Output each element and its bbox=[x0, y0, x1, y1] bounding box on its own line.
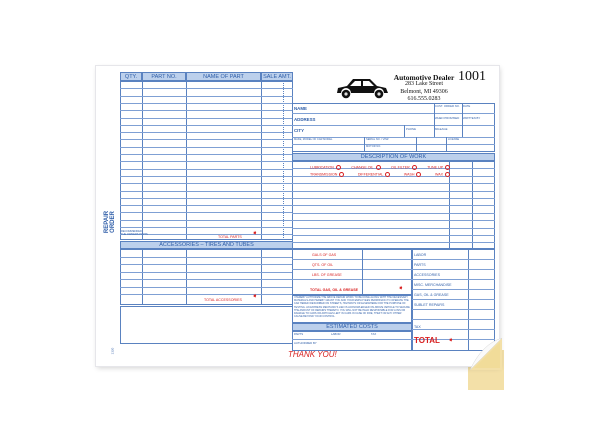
order-number: 1001 bbox=[458, 69, 486, 84]
parts-rule-line bbox=[120, 191, 293, 192]
summary-accessories: ACCESSORIES bbox=[414, 273, 440, 277]
description-rule-line bbox=[292, 242, 495, 243]
summary-rule-line bbox=[412, 269, 495, 270]
dealer-street: 283 Lake Street bbox=[405, 81, 443, 88]
oil-label: QTS. OF OIL bbox=[312, 263, 334, 267]
serial-label: SERIAL NO. / VIN# bbox=[366, 138, 389, 141]
dealer-info bbox=[392, 74, 456, 104]
accessory-rule-line bbox=[120, 272, 293, 273]
total-arrow-icon: ➧ bbox=[448, 337, 454, 344]
summary-sublet: SUBLET REPAIRS bbox=[414, 303, 445, 307]
license-label: LICENSE bbox=[448, 138, 460, 141]
accessory-rule-line bbox=[120, 257, 293, 258]
description-rule-line bbox=[292, 183, 495, 184]
parts-rule-line bbox=[120, 147, 293, 148]
est-parts: PARTS bbox=[294, 332, 304, 336]
svc-tune-up-checkbox[interactable] bbox=[445, 165, 450, 170]
parts-rule-line bbox=[120, 118, 293, 119]
description-rule-line bbox=[292, 235, 495, 236]
total-accessories-arrow-icon: ➧ bbox=[252, 293, 258, 300]
parts-header-qty: QTY. bbox=[120, 72, 142, 81]
description-rule-line bbox=[292, 228, 495, 229]
parts-header-name: NAME OF PART bbox=[186, 72, 261, 81]
svc-tune-up: TUNE UP bbox=[427, 165, 443, 170]
parts-rule-line bbox=[120, 176, 293, 177]
summary-rule-line bbox=[412, 299, 495, 300]
parts-rule-line bbox=[120, 88, 293, 89]
svc-lubrication-checkbox[interactable] bbox=[336, 165, 341, 170]
accessories-header: ACCESSORIES – TIRES AND TUBES bbox=[120, 241, 293, 249]
summary-rule-line bbox=[412, 309, 495, 310]
parts-rule-line bbox=[120, 161, 293, 162]
notes-area bbox=[120, 306, 293, 344]
description-header: DESCRIPTION OF WORK bbox=[292, 153, 495, 161]
total-gas-arrow-icon: ➧ bbox=[398, 285, 404, 292]
parts-rule-line bbox=[120, 212, 293, 213]
summary-rule-line bbox=[412, 329, 495, 330]
total-parts-arrow-icon: ➧ bbox=[252, 230, 258, 237]
description-rule-line bbox=[292, 205, 495, 206]
parts-header-partno: PART NO. bbox=[142, 72, 186, 81]
parts-rule-line bbox=[120, 220, 293, 221]
cust-order-label: CUST. ORDER NO. bbox=[435, 104, 460, 108]
svc-oil-filter: OIL FILTER bbox=[390, 165, 410, 170]
make-label: MAKE, MODEL OF CAR MODEL bbox=[294, 138, 333, 141]
thank-you: THANK YOU! bbox=[288, 350, 337, 359]
est-labor: LABOR bbox=[331, 332, 341, 336]
total-parts-label: TOTAL PARTS bbox=[218, 235, 242, 239]
accessory-rule-line bbox=[120, 264, 293, 265]
address-label: ADDRESS bbox=[294, 117, 316, 122]
side-title bbox=[104, 202, 116, 242]
parts-rule-line bbox=[120, 227, 293, 228]
parts-rule-line bbox=[120, 169, 293, 170]
repair-order-form bbox=[96, 66, 499, 366]
summary-rule-line bbox=[412, 259, 495, 260]
parts-rule-line bbox=[120, 198, 293, 199]
svc-change-oil-checkbox[interactable] bbox=[376, 165, 381, 170]
summary-rule-line bbox=[412, 289, 495, 290]
parts-rule-line bbox=[120, 132, 293, 133]
summary-rule-line bbox=[412, 279, 495, 280]
total-gas-label: TOTAL GAS, OIL & GREASE bbox=[310, 288, 359, 292]
name-label: NAME bbox=[294, 106, 307, 111]
svc-oil-filter-checkbox[interactable] bbox=[412, 165, 417, 170]
summary-parts: PARTS bbox=[414, 263, 426, 267]
parts-rule-line bbox=[120, 154, 293, 155]
phone-label: PHONE bbox=[406, 127, 416, 131]
accessory-rule-line bbox=[120, 294, 293, 295]
parts-rule-line bbox=[120, 103, 293, 104]
city-label: CITY bbox=[294, 128, 305, 133]
side-code: 1320 bbox=[110, 347, 115, 355]
parts-rule-line bbox=[120, 183, 293, 184]
recommended-note: RECOMMENDED THE OWNERS PARTS bbox=[121, 230, 148, 236]
description-rule-line bbox=[292, 213, 495, 214]
svc-lubrication: LUBRICATION bbox=[310, 165, 334, 170]
gas-label: GALS OF GAS bbox=[312, 253, 337, 257]
written-by-label: WRITTEN BY bbox=[463, 116, 481, 120]
parts-rule-line bbox=[120, 125, 293, 126]
total-accessories-label: TOTAL ACCESSORIES bbox=[204, 298, 242, 302]
svc-wax-checkbox[interactable] bbox=[445, 172, 450, 177]
summary-labor: LABOR bbox=[414, 253, 427, 257]
svc-transmission: TRANSMISSION bbox=[310, 172, 338, 177]
svc-wash-checkbox[interactable] bbox=[416, 172, 421, 177]
summary-rule-line bbox=[412, 319, 495, 320]
summary-tax: TAX bbox=[414, 325, 421, 329]
svc-change-oil: CHANGE OIL bbox=[351, 165, 374, 170]
accessory-rule-line bbox=[120, 287, 293, 288]
estimated-costs-header: ESTIMATED COSTS bbox=[292, 323, 412, 331]
svc-differential: DIFFERENTIAL bbox=[357, 172, 384, 177]
svc-wash: WASH bbox=[403, 172, 415, 177]
description-rule-line bbox=[292, 191, 495, 192]
grease-label: LBS. OF GREASE bbox=[312, 273, 342, 277]
total-label: TOTAL bbox=[414, 336, 440, 345]
description-rule-line bbox=[292, 198, 495, 199]
svc-wax: WAX bbox=[434, 172, 443, 177]
car-icon bbox=[334, 76, 390, 102]
authorization-text: I HEREBY AUTHORIZE THE ABOVE REPAIR WORK TO BE DONE ALONG WITH THE NECESSARY MATERIALS AND HEREBY GRANT YOU AND YOUR EMPLOYEES PERMISSION TO OPERATE THE CAR HEREIN DESCRIBED ON STREETS, HIGHWAYS OR ELSEWHERE FOR THE PURPOSE OF TESTING. AN EXPRESS MECHANIC'S LIEN IS ACKNOWLEDGED ON ABOVE VEHICLE TO SECURE THE AMOUNT OF REPAIRS THERETO. YOU WILL NOT BE HELD RESPONSIBLE FOR LOSS OR DAMAGE TO CARS OR ARTICLES LEFT IN CARS IN CASE OF FIRE, THEFT OR ANY OTHER CAUSE BEYOND YOUR CONTROL. bbox=[294, 296, 410, 319]
date-label: DATE bbox=[463, 104, 471, 108]
peeled-corner bbox=[470, 338, 502, 370]
when-promised-label: WHEN PROMISED bbox=[435, 116, 460, 120]
parts-rule-line bbox=[120, 110, 293, 111]
parts-rule-line bbox=[120, 205, 293, 206]
side-title-text: REPAIR ORDER bbox=[104, 210, 116, 234]
parts-rule-line bbox=[120, 139, 293, 140]
parts-table bbox=[120, 72, 293, 240]
summary-gas-oil: GAS, OIL & GREASE bbox=[414, 293, 449, 297]
service-row-2 bbox=[310, 172, 450, 177]
svc-transmission-checkbox[interactable] bbox=[339, 172, 344, 177]
parts-rule-line bbox=[120, 96, 293, 97]
svc-differential-checkbox[interactable] bbox=[385, 172, 390, 177]
mileage-label: MILEAGE bbox=[435, 127, 448, 131]
description-rule-line bbox=[292, 220, 495, 221]
dealer-name: Automotive Dealer bbox=[393, 73, 455, 82]
service-row-1 bbox=[310, 165, 450, 170]
accessories-table bbox=[120, 241, 293, 305]
dealer-phone: 616.555.0283 bbox=[407, 96, 441, 103]
est-tax: TAX bbox=[371, 332, 377, 336]
motor-label: MOTOR NO. bbox=[366, 145, 381, 148]
accessory-rule-line bbox=[120, 279, 293, 280]
dealer-city: Belmont, MI 49306 bbox=[400, 88, 448, 95]
summary-misc: MISC. MERCHANDISE bbox=[414, 283, 452, 287]
authorized-by-label: AUTHORIZED BY bbox=[294, 341, 317, 345]
parts-header-sale: SALE AMT. bbox=[261, 72, 293, 81]
